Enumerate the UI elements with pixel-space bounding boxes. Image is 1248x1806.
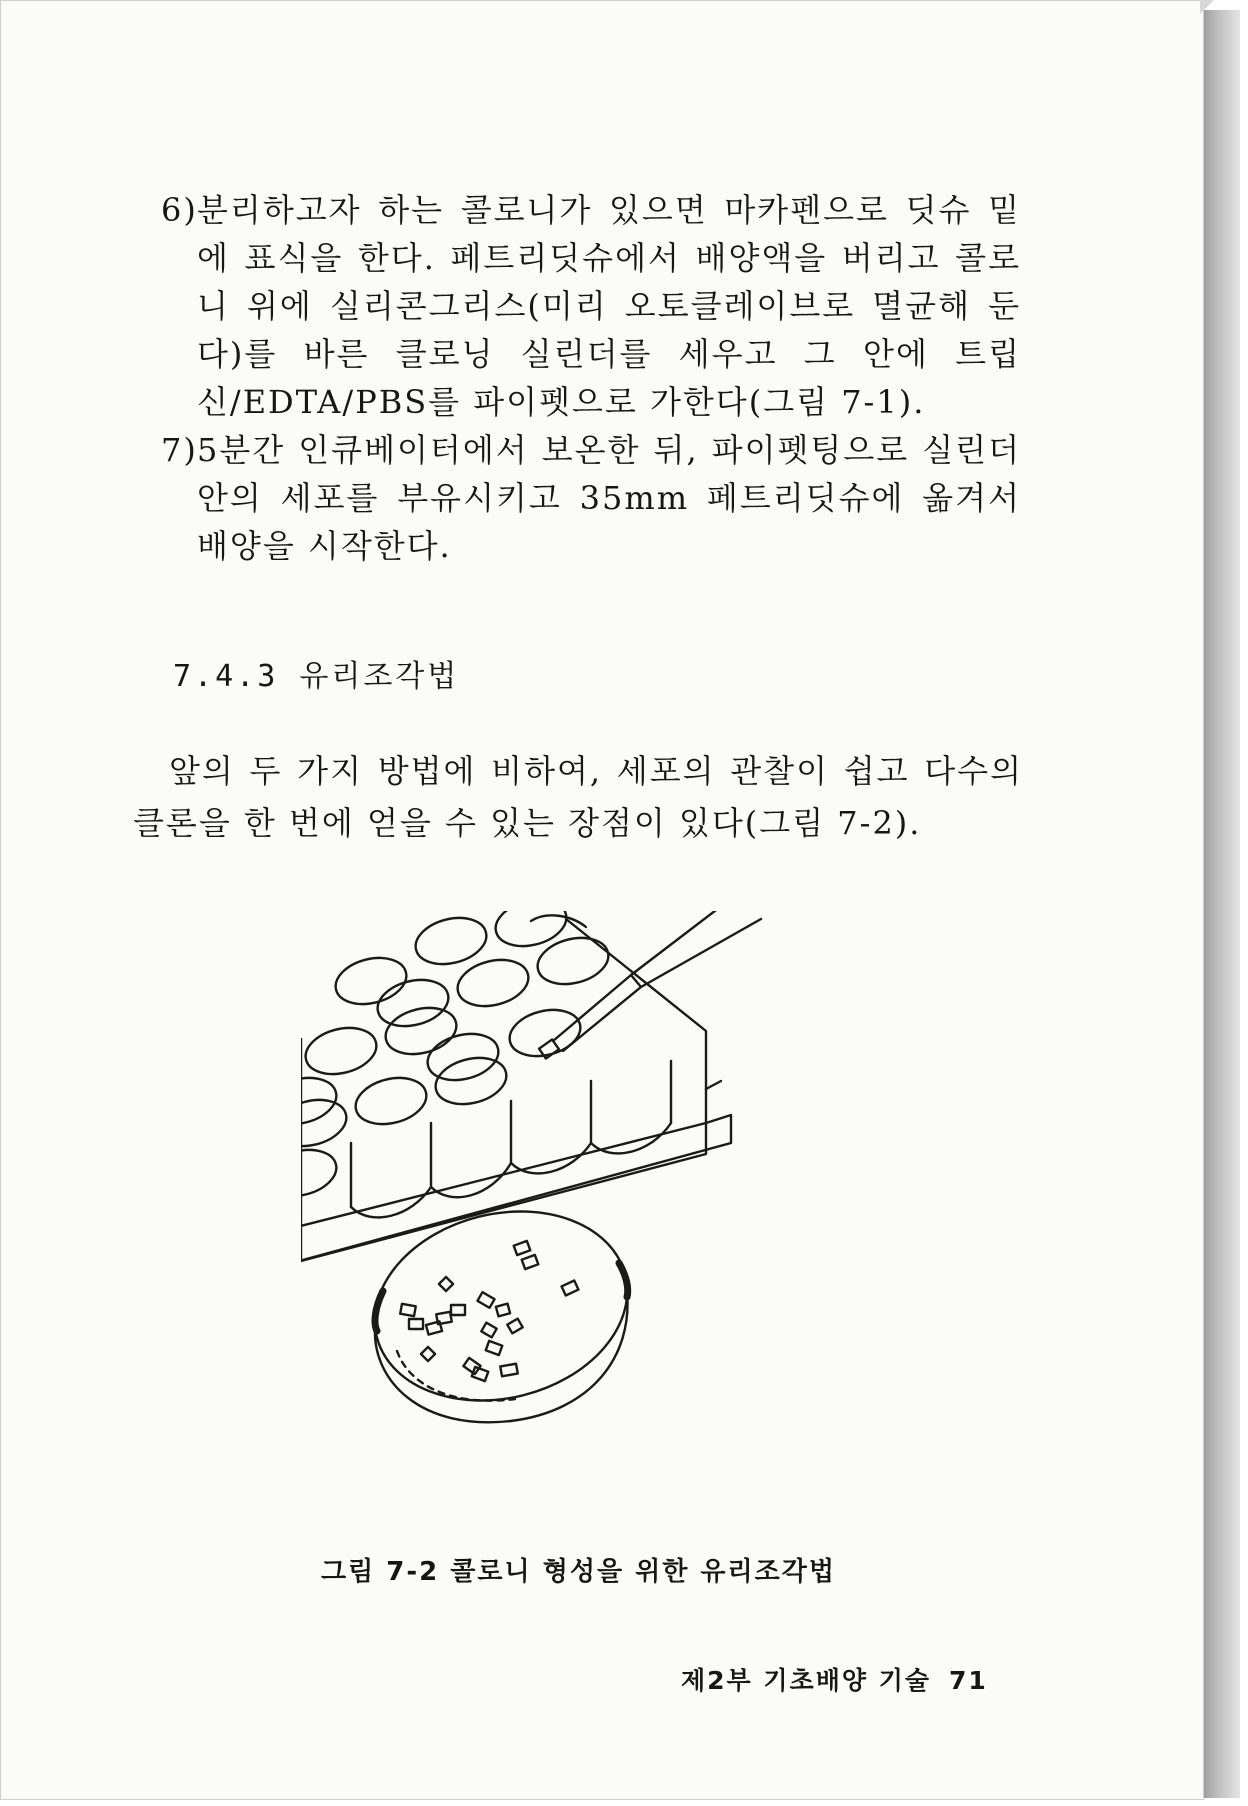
figure-caption: 그림 7-2 콜로니 형성을 위한 유리조각법 <box>321 1557 836 1587</box>
section-heading: 7.4.3 유리조각법 <box>173 659 460 694</box>
list-item-number: 7) <box>161 431 198 469</box>
page-edge-shadow <box>1204 10 1240 1798</box>
figure-illustration <box>301 911 861 1511</box>
petri-dish-drawing <box>355 1186 648 1426</box>
body-paragraph: 앞의 두 가지 방법에 비하여, 세포의 관찰이 쉽고 다수의 클론을 한 번에 얻을 수 있는 장점이 있다(그림 7-2). <box>133 752 1023 842</box>
page-number: 71 <box>949 1666 988 1695</box>
footer-part-title: 제2부 기초배양 기술 <box>681 1666 932 1695</box>
list-item-text: 5분간 인큐베이터에서 보온한 뒤, 파이펫팅으로 실린더 안의 세포를 부유시키고 35mm 페트리딧슈에 옮겨서 배양을 시작한다. <box>197 431 1021 565</box>
page-footer <box>681 1661 988 1697</box>
list-item-number: 6) <box>161 191 198 229</box>
page-corner <box>1200 0 1214 14</box>
list-item <box>161 426 1021 570</box>
list-item-text: 분리하고자 하는 콜로니가 있으면 마카펜으로 딧슈 밑에 표식을 한다. 페트리딧슈에서 배양액을 버리고 콜로니 위에 실리콘그리스(미리 오토클레이브로 멸균해 둔다)를 바른 클로닝 실린더를 세우고 그 안에 트립신/EDTA/PBS를 파이펫으로 가한다(그림 7-1). <box>197 191 1021 421</box>
list-item <box>161 186 1021 426</box>
